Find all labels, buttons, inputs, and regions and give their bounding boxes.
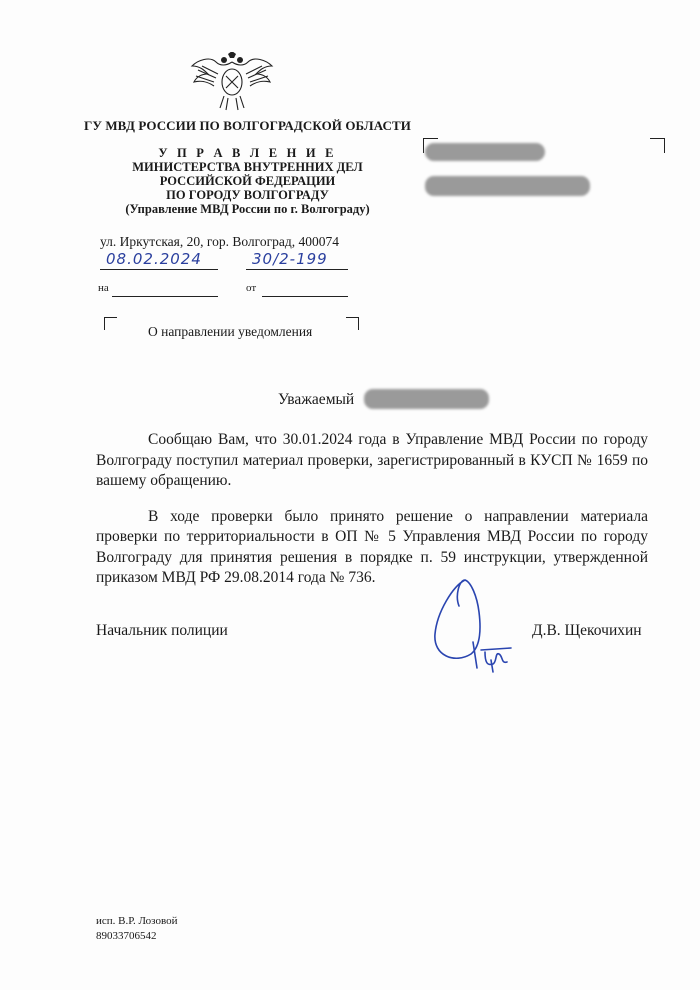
redacted-recipient-name: [425, 143, 545, 161]
double-headed-eagle-emblem-icon: [190, 52, 274, 114]
recipient-corner-right: [650, 138, 665, 153]
label-na: на: [98, 282, 109, 294]
dept-line-5: (Управление МВД России по г. Волгограду): [125, 202, 370, 216]
handwritten-number: 30/2-199: [252, 250, 328, 268]
dept-line-2: МИНИСТЕРСТВА ВНУТРЕННИХ ДЕЛ: [132, 160, 363, 174]
handwritten-signature: [425, 572, 520, 677]
subject-corner-right: [346, 317, 359, 330]
dept-line-1: У П Р А В Л Е Н И Е: [158, 146, 337, 160]
executor-name: исп. В.Р. Лозовой: [96, 915, 178, 927]
body-paragraph-1: Сообщаю Вам, что 30.01.2024 года в Управление МВД России по городу Волгограду поступил материал проверки, зарегистрированный в КУСП № 1659 по вашему обращению.: [96, 431, 648, 489]
letter-body: [96, 430, 648, 589]
dept-line-4: ПО ГОРОДУ ВОЛГОГРАДУ: [166, 188, 329, 202]
org-top-title: ГУ МВД РОССИИ ПО ВОЛГОГРАДСКОЙ ОБЛАСТИ: [83, 118, 412, 133]
signatory-title: Начальник полиции: [96, 622, 228, 639]
na-underline: [112, 296, 218, 297]
label-ot: от: [246, 282, 257, 294]
greeting: Уважаемый: [278, 391, 355, 408]
ot-underline: [262, 296, 348, 297]
number-underline: [246, 269, 348, 270]
dept-line-3: РОССИЙСКОЙ ФЕДЕРАЦИИ: [159, 174, 336, 188]
address: ул. Иркутская, 20, гор. Волгоград, 400074: [100, 234, 339, 249]
signatory-name: Д.В. Щекочихин: [532, 622, 642, 639]
subject-corner-left: [104, 317, 117, 330]
body-paragraph-2: В ходе проверки было принято решение о направлении материала проверки по территориальности в ОП № 5 Управления МВД России по городу Волгограду для принятия решения в порядке п. 59 инструкции, утвержденной приказом МВД РФ 29.08.2014 года № 736.: [96, 507, 648, 586]
redacted-addressee-name: [364, 389, 489, 409]
subject-line: О направлении уведомления: [148, 324, 313, 339]
department-block: [60, 146, 435, 216]
redacted-recipient-address: [425, 176, 590, 196]
handwritten-date: 08.02.2024: [106, 250, 202, 268]
executor-block: [96, 914, 177, 944]
date-underline: [100, 269, 218, 270]
executor-phone: 89033706542: [96, 930, 157, 942]
